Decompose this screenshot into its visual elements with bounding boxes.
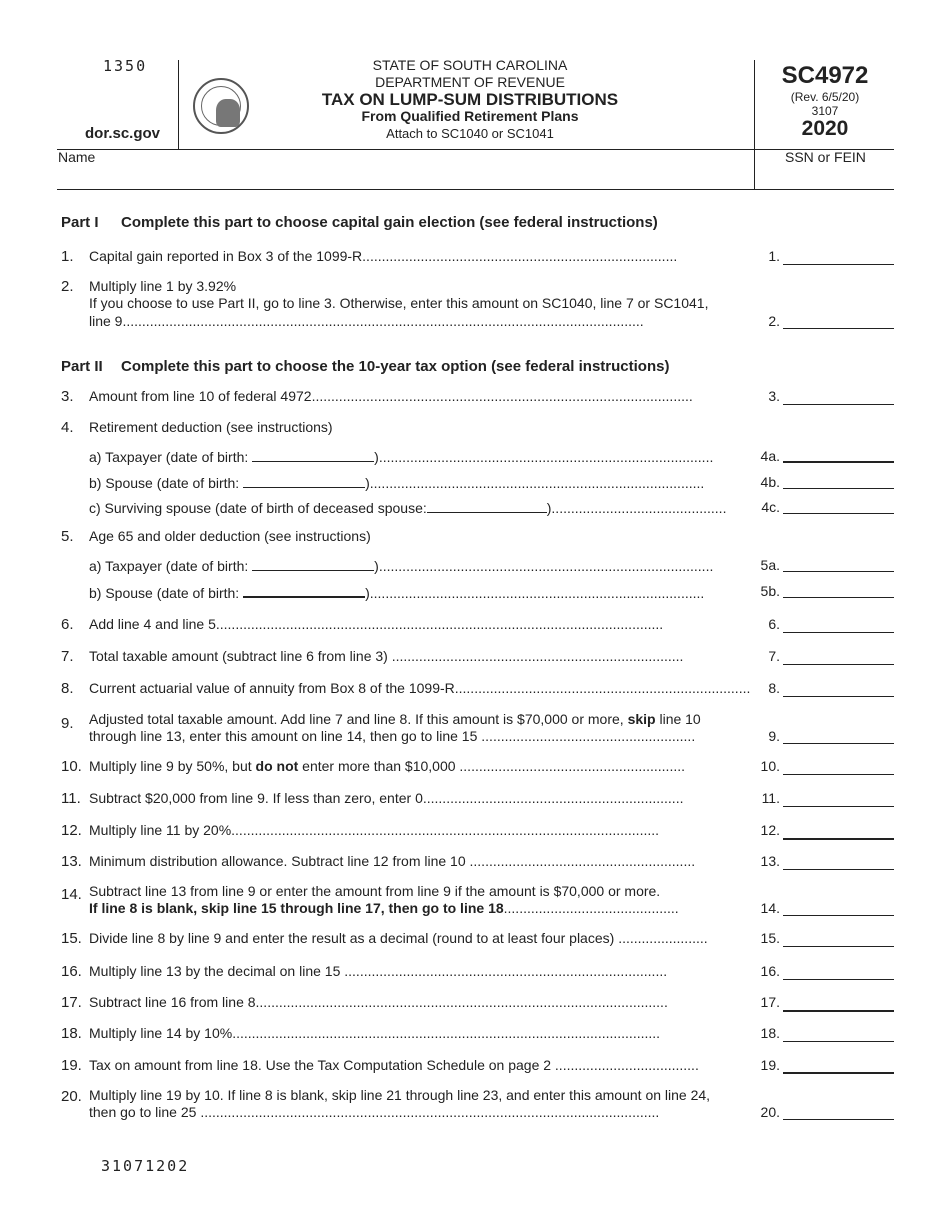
- line-text: Subtract line 16 from line 8..........................................................................................................: [89, 994, 668, 1010]
- line-ref: 5b.: [760, 583, 780, 599]
- form-id-code: 1350: [103, 57, 148, 75]
- line-12-amount[interactable]: [783, 838, 894, 840]
- line-number: 12.: [61, 822, 82, 839]
- line-number: 11.: [61, 790, 81, 807]
- line-10-amount[interactable]: [783, 774, 894, 775]
- line-text: Minimum distribution allowance. Subtract line 12 from line 10 ..........................................................: [89, 853, 696, 869]
- line-number: 4.: [61, 419, 74, 436]
- part-2-heading: [61, 358, 669, 375]
- line-5a-amount[interactable]: [783, 571, 894, 572]
- line-number: 9.: [61, 715, 74, 732]
- line-text-b: through line 13, enter this amount on line 14, then go to line 15 .......................................................: [89, 728, 696, 744]
- line-4c-amount[interactable]: [783, 513, 894, 514]
- line-ref: 10.: [760, 758, 780, 774]
- form-subtitle: From Qualified Retirement Plans: [361, 108, 579, 124]
- form-code: 3107: [811, 104, 839, 118]
- line-text: Multiply line 14 by 10%..............................................................................................................: [89, 1025, 661, 1041]
- line-number: 3.: [61, 388, 74, 405]
- line-11-amount[interactable]: [783, 806, 894, 807]
- line-text: b) Spouse (date of birth: )......................................................................................: [89, 475, 705, 491]
- line-text: Subtract $20,000 from line 9. If less than zero, enter 0...................................................................: [89, 790, 684, 806]
- line-16-amount[interactable]: [783, 979, 894, 980]
- line-14-amount[interactable]: [783, 915, 894, 916]
- line-ref: 16.: [760, 963, 780, 979]
- line-ref: 2.: [768, 313, 780, 329]
- line-text: Capital gain reported in Box 3 of the 1099-R.................................................................................: [89, 248, 678, 264]
- line-text-a: Multiply line 1 by 3.92%: [89, 278, 237, 294]
- line-text-b: If line 8 is blank, skip line 15 through line 17, then go to line 18.............................................: [89, 900, 679, 916]
- taxpayer-dob-field[interactable]: [252, 448, 374, 462]
- line-4b-amount[interactable]: [783, 488, 894, 489]
- line-text: Multiply line 11 by 20%..............................................................................................................: [89, 822, 660, 838]
- line-number: 20.: [61, 1088, 82, 1105]
- line-ref: 4c.: [761, 499, 780, 515]
- line-7-amount[interactable]: [783, 664, 894, 665]
- line-text: Retirement deduction (see instructions): [89, 419, 333, 435]
- part-1-title: Complete this part to choose capital gain election (see federal instructions): [121, 214, 658, 231]
- ssn-label: SSN or FEIN: [785, 149, 866, 165]
- line-13-amount[interactable]: [783, 869, 894, 870]
- form-id-block: [756, 62, 894, 140]
- line-text: Age 65 and older deduction (see instructions): [89, 528, 371, 544]
- line-number: 5.: [61, 528, 74, 545]
- line-15-amount[interactable]: [783, 946, 894, 947]
- line-18-amount[interactable]: [783, 1041, 894, 1042]
- line-text: a) Taxpayer (date of birth: )......................................................................................: [89, 558, 714, 574]
- line-text-b: then go to line 25 ......................................................................................................................: [89, 1104, 660, 1120]
- line-17-amount[interactable]: [783, 1010, 894, 1012]
- line-ref: 11.: [761, 790, 780, 806]
- line-2-amount[interactable]: [783, 328, 894, 329]
- spouse-dob-field[interactable]: [243, 583, 365, 598]
- line-text: a) Taxpayer (date of birth: )......................................................................................: [89, 449, 714, 465]
- line-number: 2.: [61, 278, 74, 295]
- line-6-amount[interactable]: [783, 632, 894, 633]
- header-bottom-rule: [57, 149, 894, 150]
- line-text: b) Spouse (date of birth: )......................................................................................: [89, 585, 705, 601]
- line-number: 1.: [61, 248, 74, 265]
- line-number: 19.: [61, 1057, 82, 1074]
- line-text: Multiply line 13 by the decimal on line 15 ...................................................................................: [89, 963, 668, 979]
- line-20-amount[interactable]: [783, 1119, 894, 1120]
- part-2-title: Complete this part to choose the 10-year tax option (see federal instructions): [121, 358, 670, 375]
- line-19-amount[interactable]: [783, 1072, 894, 1074]
- line-number: 16.: [61, 963, 82, 980]
- line-ref: 1.: [768, 248, 780, 264]
- header-divider-left: [178, 60, 179, 150]
- line-ref: 14.: [760, 900, 780, 916]
- line-ref: 20.: [760, 1104, 780, 1120]
- line-text-b: If you choose to use Part II, go to line 3. Otherwise, enter this amount on SC1040, line 7 or SC1041,: [89, 295, 709, 311]
- spouse-dob-field[interactable]: [243, 474, 365, 488]
- form-title: TAX ON LUMP-SUM DISTRIBUTIONS: [321, 90, 619, 109]
- part-1-number: Part I: [61, 214, 99, 231]
- line-number: 13.: [61, 853, 82, 870]
- part-2-number: Part II: [61, 358, 103, 375]
- form-number: SC4972: [781, 62, 869, 89]
- line-ref: 19.: [760, 1057, 780, 1073]
- line-text-a: Multiply line 19 by 10. If line 8 is blank, skip line 21 through line 23, and enter this amount on line 24,: [89, 1087, 711, 1103]
- line-number: 6.: [61, 616, 74, 633]
- line-text: Current actuarial value of annuity from Box 8 of the 1099-R............................................................................: [89, 680, 751, 696]
- line-number: 10.: [61, 758, 82, 775]
- name-label: Name: [58, 149, 96, 165]
- line-ref: 4a.: [760, 448, 780, 464]
- line-ref: 8.: [768, 680, 780, 696]
- header-divider-right: [754, 60, 755, 190]
- part-1-heading: [61, 214, 658, 231]
- line-ref: 6.: [768, 616, 780, 632]
- revision-date: (Rev. 6/5/20): [790, 90, 860, 104]
- form-heading: [190, 57, 750, 142]
- line-number: 7.: [61, 648, 74, 665]
- line-8-amount[interactable]: [783, 696, 894, 697]
- line-ref: 12.: [760, 822, 780, 838]
- line-1-amount[interactable]: [783, 264, 894, 265]
- line-number: 8.: [61, 680, 74, 697]
- line-text: Amount from line 10 of federal 4972..................................................................................................: [89, 388, 693, 404]
- line-text: Add line 4 and line 5...................................................................................................................: [89, 616, 664, 632]
- line-5b-amount[interactable]: [783, 597, 894, 598]
- website: dor.sc.gov: [85, 125, 161, 142]
- taxpayer-dob-field[interactable]: [252, 557, 374, 571]
- line-text-c: line 9......................................................................................................................................: [89, 313, 644, 329]
- department-name: DEPARTMENT OF REVENUE: [375, 74, 565, 90]
- line-ref: 9.: [768, 728, 780, 744]
- line-ref: 3.: [768, 388, 780, 404]
- line-3-amount[interactable]: [783, 404, 894, 405]
- line-text: Divide line 8 by line 9 and enter the result as a decimal (round to at least four places) .......................: [89, 930, 708, 946]
- line-ref: 15.: [760, 930, 780, 946]
- line-text: Total taxable amount (subtract line 6 from line 3) ...........................................................................: [89, 648, 684, 664]
- line-ref: 4b.: [760, 474, 780, 490]
- line-9-amount[interactable]: [783, 743, 894, 744]
- line-ref: 7.: [768, 648, 780, 664]
- line-ref: 13.: [760, 853, 780, 869]
- ssn-field[interactable]: [757, 165, 893, 188]
- name-field[interactable]: [60, 152, 750, 188]
- deceased-spouse-dob-field[interactable]: [427, 499, 547, 513]
- line-number: 15.: [61, 930, 82, 947]
- tax-year: 2020: [801, 117, 849, 140]
- line-ref: 18.: [760, 1025, 780, 1041]
- name-row-bottom-rule: [57, 189, 894, 190]
- line-text: Tax on amount from line 18. Use the Tax Computation Schedule on page 2 .....................................: [89, 1057, 699, 1073]
- line-ref: 5a.: [760, 557, 780, 573]
- line-number: 17.: [61, 994, 82, 1011]
- attach-note: Attach to SC1040 or SC1041: [386, 126, 554, 141]
- line-number: 14.: [61, 886, 82, 903]
- line-number: 18.: [61, 1025, 82, 1042]
- line-ref: 17.: [760, 994, 780, 1010]
- line-4a-amount[interactable]: [783, 461, 894, 463]
- line-text: Multiply line 9 by 50%, but do not enter more than $10,000 ..........................................................: [89, 758, 686, 774]
- line-text-a: Adjusted total taxable amount. Add line 7 and line 8. If this amount is $70,000 or more, skip line 10: [89, 711, 701, 727]
- line-text-a: Subtract line 13 from line 9 or enter the amount from line 9 if the amount is $70,000 or more.: [89, 883, 661, 899]
- line-text: c) Surviving spouse (date of birth of deceased spouse: ).............................................: [89, 500, 727, 516]
- state-name: STATE OF SOUTH CAROLINA: [372, 57, 568, 73]
- barcode-number: 31071202: [101, 1157, 190, 1175]
